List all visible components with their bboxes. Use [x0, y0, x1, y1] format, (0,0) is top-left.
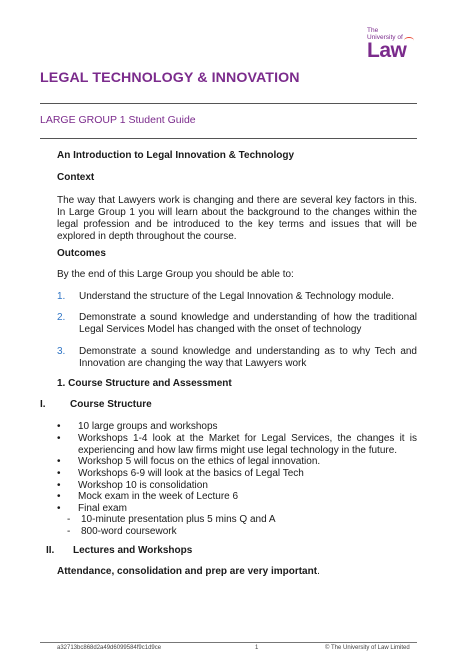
- footer-copyright: © The University of Law Limited: [325, 645, 410, 651]
- section-1-subnumber: I.: [40, 399, 46, 410]
- list-item: • 10 large groups and workshops: [57, 421, 218, 432]
- list-item: • Final exam: [57, 503, 127, 514]
- bullet-icon: •: [57, 456, 61, 467]
- intro-heading: An Introduction to Legal Innovation & Technology: [57, 150, 295, 161]
- logo-line-2: University of: [367, 34, 403, 41]
- university-logo: [367, 27, 427, 63]
- section-2-text-period: .: [317, 566, 320, 577]
- footer-page-number: 1: [255, 645, 259, 651]
- logo-wordmark: Law: [367, 39, 407, 62]
- section-1-subheading: Course Structure: [70, 399, 152, 410]
- logo-swoosh-icon: [404, 37, 414, 44]
- outcome-text: Demonstrate a sound knowledge and understanding as to why Tech and Innovation are changing the way that Lawyers work: [79, 346, 417, 369]
- section-1-heading: 1. Course Structure and Assessment: [57, 378, 232, 389]
- title-divider: [40, 103, 417, 104]
- outcome-number: 3.: [57, 346, 66, 357]
- document-title: LEGAL TECHNOLOGY & INNOVATION: [40, 70, 300, 86]
- bullet-icon: •: [57, 421, 61, 432]
- outcomes-lead: By the end of this Large Group you should be able to:: [57, 269, 294, 280]
- context-heading: Context: [57, 172, 95, 183]
- sub-list-item: - 10-minute presentation plus 5 mins Q and A: [67, 514, 276, 525]
- bullet-icon: •: [57, 480, 61, 491]
- outcome-number: 1.: [57, 291, 66, 302]
- bullet-icon: •: [57, 433, 61, 444]
- document-subtitle: LARGE GROUP 1 Student Guide: [40, 114, 196, 126]
- dash-icon: -: [67, 514, 71, 525]
- subtitle-divider: [40, 138, 417, 139]
- section-2-number: II.: [46, 545, 55, 556]
- dash-icon: -: [67, 526, 71, 537]
- bullet-icon: •: [57, 491, 61, 502]
- footer-divider: [40, 642, 417, 643]
- list-item: • Workshops 6-9 will look at the basics of Legal Tech: [57, 468, 304, 479]
- outcome-number: 2.: [57, 312, 66, 323]
- logo-line-1: The: [367, 27, 379, 34]
- list-item: • Mock exam in the week of Lecture 6: [57, 491, 239, 502]
- bullet-icon: •: [57, 468, 61, 479]
- context-paragraph: The way that Lawyers work is changing and there are several key factors in this. In Large Group 1 you will learn about the background to the changes within the legal profession and be introduced to the key terms and issues that will be explored in depth throughout the course.: [57, 195, 417, 242]
- list-item: • Workshop 5 will focus on the ethics of legal innovation.: [57, 456, 321, 467]
- section-2-text-bold: Attendance, consolidation and prep are very important: [57, 566, 318, 577]
- outcome-text: Understand the structure of the Legal Innovation & Technology module.: [79, 291, 395, 302]
- section-2-heading: Lectures and Workshops: [73, 545, 193, 556]
- footer-document-id: a32713bc868d2a49d6099584f9c1d9ce: [57, 645, 162, 651]
- list-item: • Workshop 10 is consolidation: [57, 480, 208, 491]
- outcome-text: Demonstrate a sound knowledge and understanding of how the traditional Legal Services Model has changed with the onset of technology: [79, 312, 417, 335]
- section-2-text: [57, 566, 320, 578]
- sub-list-item: - 800-word coursework: [67, 526, 177, 537]
- bullet-icon: •: [57, 503, 61, 514]
- outcomes-heading: Outcomes: [57, 248, 106, 259]
- list-item: • Workshops 1-4 look at the Market for Legal Services, the changes it is experiencing and how law firms might use legal technology in the future.: [57, 433, 417, 456]
